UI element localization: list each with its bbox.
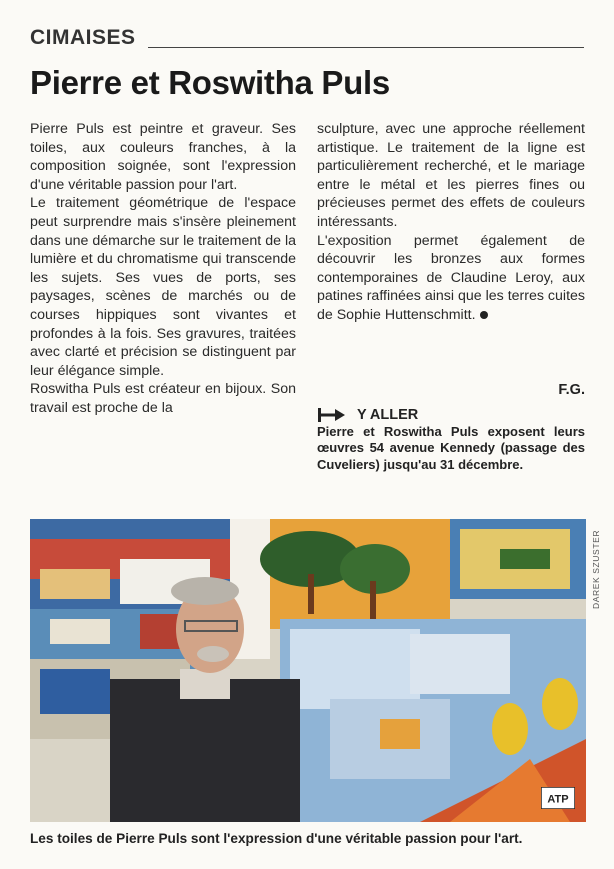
section-rubric: CIMAISES [30, 26, 136, 49]
article-column-left [30, 120, 296, 418]
end-bullet-icon [480, 311, 488, 319]
info-box-title: Y ALLER [357, 407, 419, 423]
rubric-divider [148, 47, 584, 48]
photo-credit: DAREK SZUSTER [591, 529, 601, 609]
paragraph-5 [317, 232, 585, 325]
atp-logo [541, 787, 575, 809]
article-headline: Pierre et Roswitha Puls [30, 64, 390, 101]
paragraph-1: Pierre Puls est peintre et graveur. Ses toiles, aux couleurs franches, à la composition soignée, sont l'expression d'une véritable passion pour l'art. [30, 121, 296, 193]
article-column-right [317, 120, 585, 325]
paragraph-5-text: L'exposition permet également de découvrir les bronzes aux formes contemporaines de Claudine Leroy, aux patines raffinées ainsi que les terres cuites de Sophie Huttenschmitt. [317, 232, 585, 323]
exhibition-photo [30, 519, 586, 822]
arrow-right-icon [317, 407, 347, 423]
paragraph-4: sculpture, avec une approche réellement artistique. Le traitement de la ligne est particulièrement recherché, et le mariage entre le métal et les pierres fines ou précieuses permet des effets de couleurs intéressants. [317, 121, 585, 230]
photo-caption: Les toiles de Pierre Puls sont l'expression d'une véritable passion pour l'art. [30, 831, 523, 846]
paragraph-2: Le traitement géométrique de l'espace peut surprendre mais s'insère pleinement dans une démarche sur le traitement de la lumière et du chromatisme qui transcende les sujets. Ses vues de ports, ses paysages, scènes de marchés ou de courses hippiques sont vivantes et profondes à la fois. Ses gravures, traitées avec clarté et précision se distinguent par leur élégance simple. [30, 195, 296, 379]
painting-scene [30, 519, 586, 822]
atp-logo-text: ATP [547, 793, 569, 806]
info-box [317, 407, 585, 473]
info-box-text: Pierre et Roswitha Puls exposent leurs œuvres 54 avenue Kennedy (passage des Cuveliers) jusqu'au 31 décembre. [317, 424, 585, 472]
author-signature: F.G. [558, 382, 585, 398]
paragraph-3: Roswitha Puls est créateur en bijoux. Son travail est proche de la [30, 381, 296, 416]
